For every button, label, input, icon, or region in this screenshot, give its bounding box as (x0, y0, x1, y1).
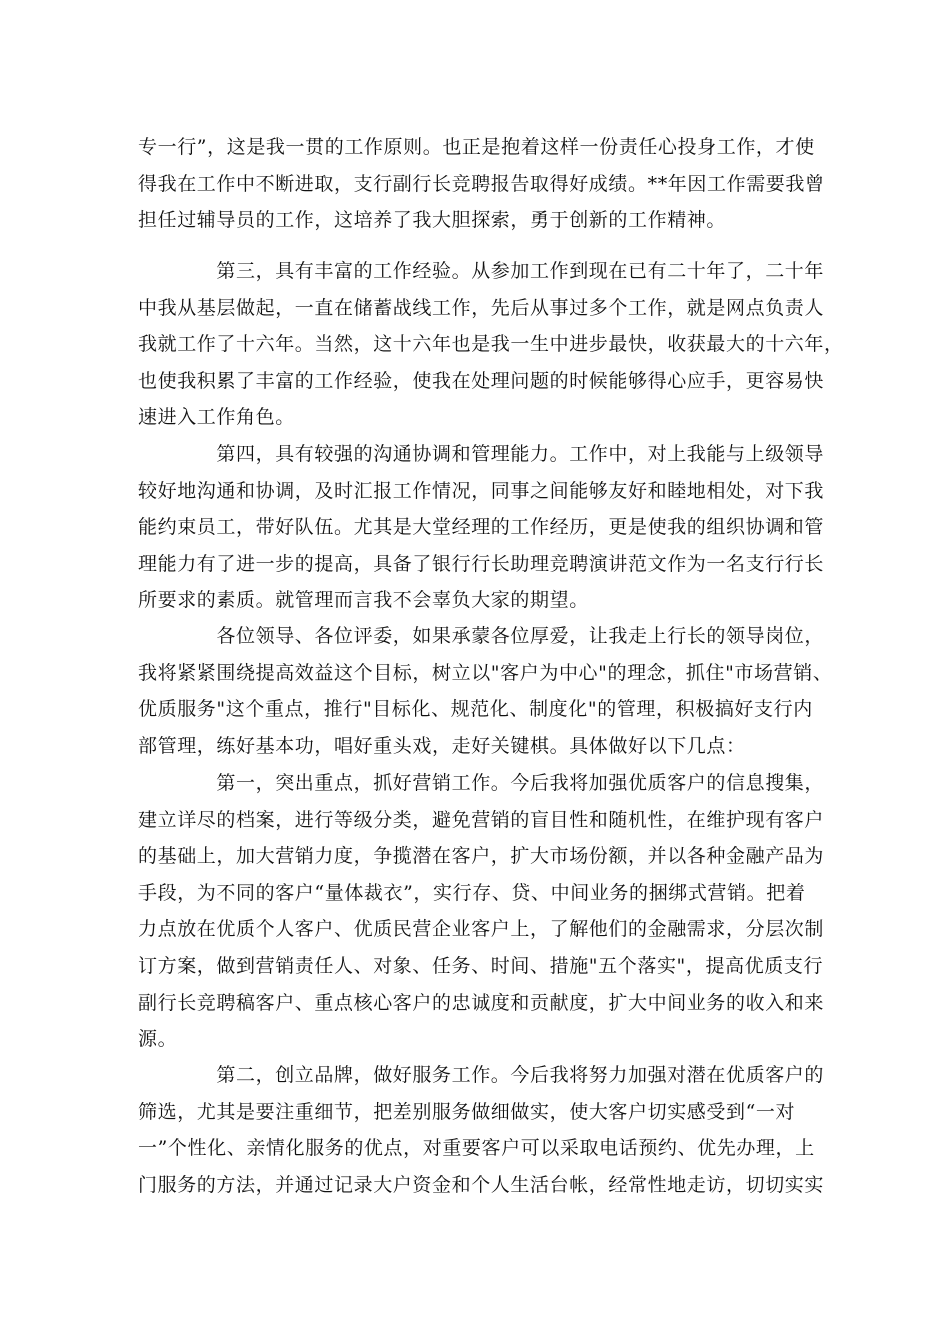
text-line: 得我在工作中不断进取，支行副行长竞聘报告取得好成绩。**年因工作需要我曾 (138, 172, 825, 195)
paragraph-first-marketing (138, 765, 825, 1058)
text-line: 筛选，尤其是要注重细节，把差别服务做细做实，使大客户切实感受到“一对 (138, 1100, 796, 1123)
text-line: 担任过辅导员的工作，这培养了我大胆探索，勇于创新的工作精神。 (138, 209, 727, 232)
text-line: 我就工作了十六年。当然，这十六年也是我一生中进步最快，收获最大的十六年， (138, 333, 844, 356)
text-line: 订方案，做到营销责任人、对象、任务、时间、措施"五个落实"，提高优质支行 (138, 954, 824, 977)
text-line: 手段，为不同的客户“量体裁衣”，实行存、贷、中间业务的捆绑式营销。把着 (138, 881, 806, 904)
text-line: 专一行”，这是我一贯的工作原则。也正是抱着这样一份责任心投身工作，才使 (138, 136, 815, 158)
text-line: 速进入工作角色。 (138, 406, 295, 429)
text-line: 第二，创立品牌，做好服务工作。今后我将努力加强对潜在优质客户的 (138, 1064, 825, 1086)
paragraph-fourth-communication (138, 436, 825, 619)
text-line: 所要求的素质。就管理而言我不会辜负大家的期望。 (138, 589, 589, 612)
text-line: 建立详尽的档案，进行等级分类，避免营销的盲目性和随机性，在维护现有客户 (138, 808, 825, 831)
text-line: 理能力有了进一步的提高，具备了银行行长助理竞聘演讲范文作为一名支行行长 (138, 552, 825, 575)
text-line: 的基础上，加大营销力度，争揽潜在客户，扩大市场份额，并以各种金融产品为 (138, 845, 825, 868)
text-line: 一”个性化、亲情化服务的优点，对重要客户可以采取电话预约、优先办理，上 (138, 1137, 815, 1160)
text-line: 部管理，练好基本功，唱好重头戏，走好关键棋。具体做好以下几点： (138, 734, 746, 757)
text-line: 第一，突出重点，抓好营销工作。今后我将加强优质客户的信息搜集， (138, 772, 825, 794)
paragraph-third-experience (138, 253, 844, 436)
text-line: 第四，具有较强的沟通协调和管理能力。工作中，对上我能与上级领导 (138, 443, 825, 465)
paragraph-second-service (138, 1057, 825, 1203)
text-line: 门服务的方法，并通过记录大户资金和个人生活台帐，经常性地走访，切切实实 (138, 1173, 825, 1196)
text-line: 力点放在优质个人客户、优质民营企业客户上，了解他们的金融需求，分层次制 (138, 918, 825, 941)
text-line: 各位领导、各位评委，如果承蒙各位厚爱，让我走上行长的领导岗位， (138, 625, 825, 647)
text-line: 也使我积累了丰富的工作经验，使我在处理问题的时候能够得心应手，更容易快 (138, 369, 825, 392)
text-line: 能约束员工，带好队伍。尤其是大堂经理的工作经历，更是使我的组织协调和管 (138, 516, 825, 539)
text-line: 第三，具有丰富的工作经验。从参加工作到现在已有二十年了，二十年 (138, 260, 825, 282)
text-line: 较好地沟通和协调，及时汇报工作情况，同事之间能够友好和睦地相处，对下我 (138, 479, 825, 502)
text-line: 我将紧紧围绕提高效益这个目标，树立以"客户为中心"的理念，抓住"市场营销、 (138, 661, 833, 684)
paragraph-work-principle (138, 129, 825, 239)
paragraph-address-judges (138, 618, 833, 764)
text-line: 副行长竞聘稿客户、重点核心客户的忠诚度和贡献度，扩大中间业务的收入和来 (138, 991, 825, 1014)
text-line: 优质服务"这个重点，推行"目标化、规范化、制度化"的管理，积极搞好支行内 (138, 698, 813, 721)
text-line: 中我从基层做起，一直在储蓄战线工作，先后从事过多个工作，就是网点负责人 (138, 296, 825, 319)
text-line: 源。 (138, 1028, 178, 1051)
